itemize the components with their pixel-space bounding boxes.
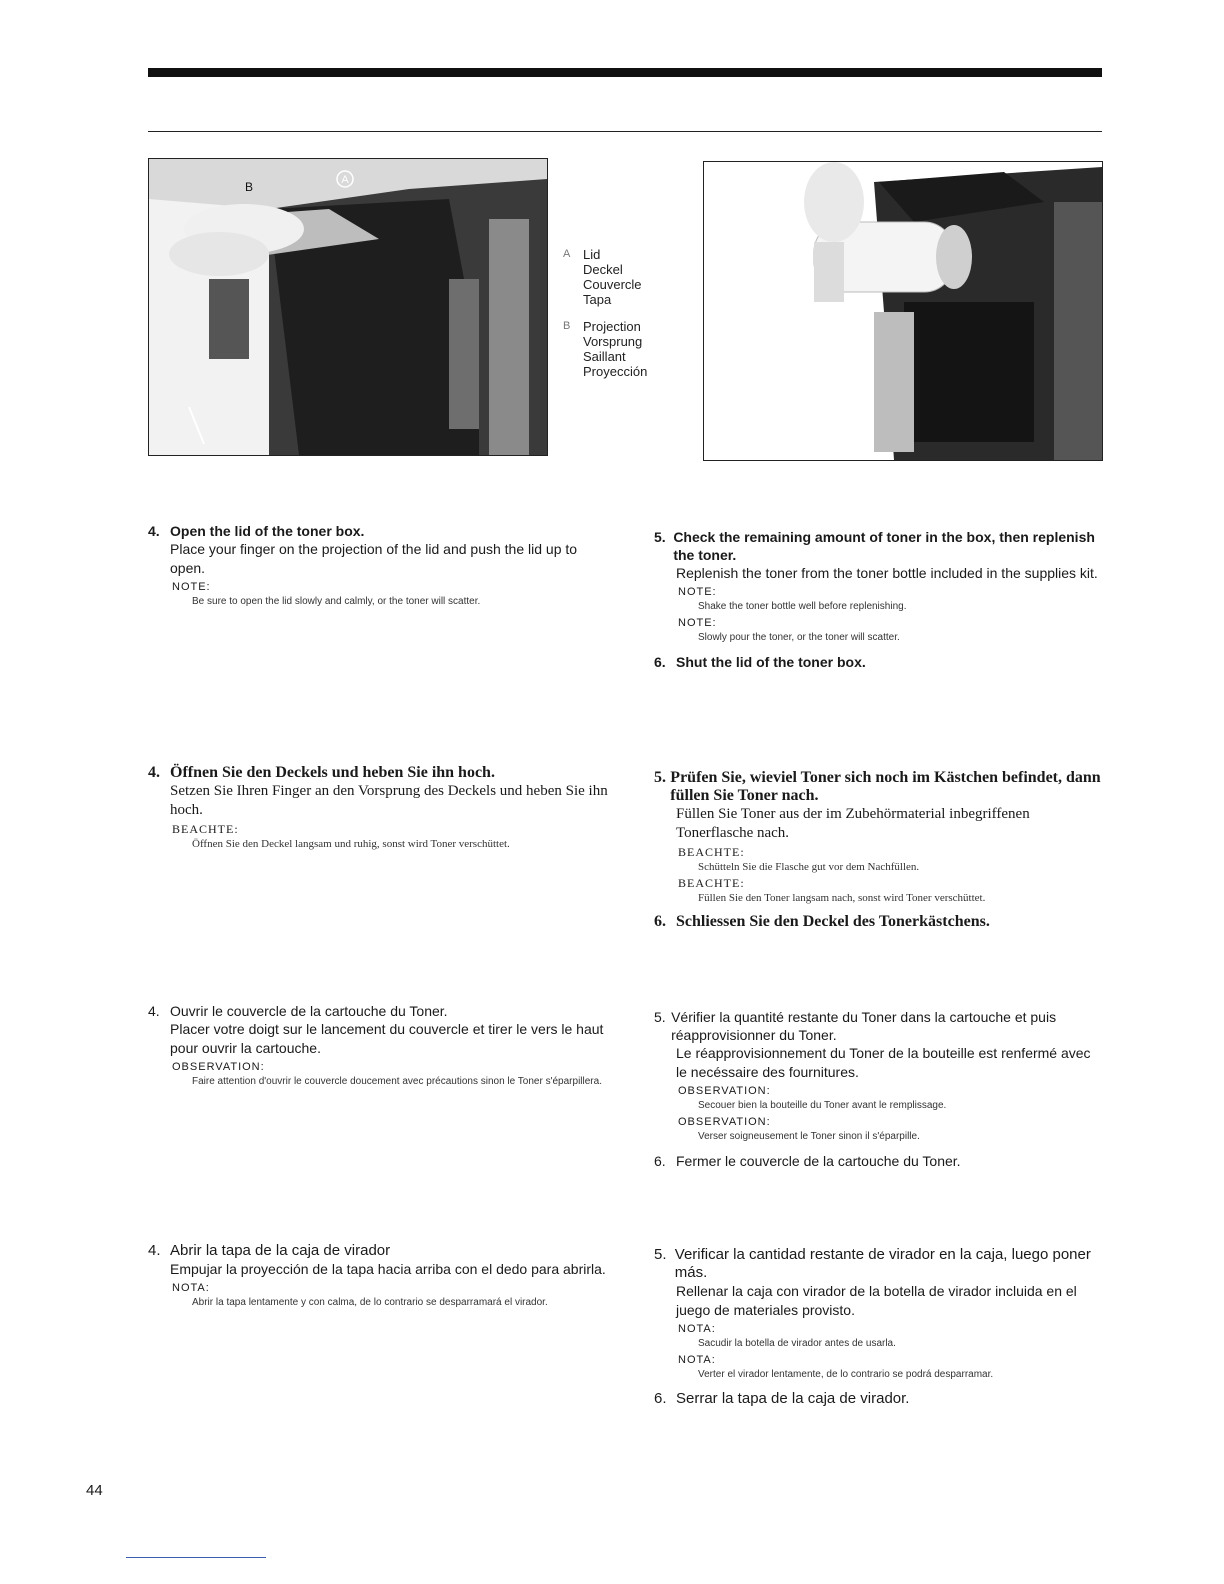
note-text: Secouer bien la bouteille du Toner avant le remplissage. bbox=[698, 1100, 947, 1111]
note-text: Schütteln Sie die Flasche gut vor dem Nachfüllen. bbox=[698, 861, 920, 873]
step-title: Öffnen Sie den Deckels und heben Sie ihn hoch. bbox=[170, 764, 495, 781]
note-label: OBSERVATION: bbox=[678, 1085, 771, 1097]
step-number: 6. bbox=[654, 1153, 666, 1169]
section-en-step6 bbox=[654, 653, 1102, 671]
step-body: Place your finger on the projection of the lid and push the lid up to open. bbox=[170, 541, 578, 576]
page-number: 44 bbox=[86, 1482, 103, 1499]
legend-label: Projection bbox=[583, 319, 641, 334]
callout-b: B bbox=[244, 180, 254, 194]
note-text: Slowly pour the toner, or the toner will scatter. bbox=[698, 632, 900, 643]
step-title: Abrir la tapa de la caja de virador bbox=[170, 1242, 391, 1259]
step-title: Prüfen Sie, wieviel Toner sich noch im Kästchen befindet, dann füllen Sie Toner nach. bbox=[670, 769, 1101, 804]
step-number: 5. bbox=[654, 1009, 666, 1025]
step-body: Füllen Sie Toner aus der im Zubehörmaterial inbegriffenen Tonerflasche nach. bbox=[676, 806, 1030, 841]
step-title: Fermer le couvercle de la cartouche du Toner. bbox=[676, 1153, 961, 1169]
note-label: OBSERVATION: bbox=[678, 1116, 771, 1128]
note-label: BEACHTE: bbox=[678, 876, 745, 890]
step-number: 4. bbox=[148, 523, 160, 539]
step-title: Schliessen Sie den Deckel des Tonerkästchens. bbox=[676, 913, 990, 930]
footer-rule bbox=[126, 1557, 266, 1558]
step-number: 5. bbox=[654, 529, 666, 545]
step-body: Empujar la proyección de la tapa hacia arriba con el dedo para abrirla. bbox=[170, 1261, 606, 1277]
legend-label: Tapa bbox=[583, 292, 612, 307]
note-label: OBSERVATION: bbox=[172, 1061, 265, 1073]
legend-item-projection bbox=[563, 319, 647, 379]
note-label: NOTA: bbox=[678, 1323, 716, 1335]
step-title: Ouvrir le couvercle de la cartouche du Toner. bbox=[170, 1003, 448, 1019]
step-title: Open the lid of the toner box. bbox=[170, 523, 365, 539]
legend-marker-a: A bbox=[563, 248, 571, 260]
step-body: Placer votre doigt sur le lancement du couvercle et tirer le vers le haut pour ouvrir la cartouche. bbox=[170, 1021, 604, 1056]
section-es-step6 bbox=[654, 1390, 1102, 1408]
step-body: Le réapprovisionnement du Toner de la bouteille est renfermé avec le necéssaire des fournitures. bbox=[676, 1045, 1091, 1080]
callout-a: A bbox=[341, 174, 349, 186]
legend-label: Proyección bbox=[583, 364, 648, 379]
note-label: NOTA: bbox=[172, 1282, 210, 1294]
section-fr-step5 bbox=[654, 1008, 1102, 1170]
legend-label: Couvercle bbox=[583, 277, 642, 292]
section-en-step4 bbox=[148, 522, 608, 609]
step-title: Verificar la cantidad restante de virador en la caja, luego poner más. bbox=[674, 1246, 1091, 1281]
legend-label: Deckel bbox=[583, 262, 623, 277]
note-text: Füllen Sie den Toner langsam nach, sonst wird Toner verschüttet. bbox=[698, 892, 986, 904]
section-de-step4 bbox=[148, 764, 608, 851]
note-label: NOTE: bbox=[172, 581, 211, 593]
step-title: Serrar la tapa de la caja de virador. bbox=[676, 1390, 910, 1407]
step-title: Shut the lid of the toner box. bbox=[676, 654, 866, 670]
note-label: NOTA: bbox=[678, 1354, 716, 1366]
photo-legend bbox=[563, 247, 647, 388]
section-es-step4 bbox=[148, 1242, 608, 1310]
photo-replenish-toner bbox=[703, 161, 1103, 461]
photo-open-lid bbox=[148, 158, 548, 456]
legend-label: Vorsprung bbox=[583, 334, 643, 349]
step-body: Replenish the toner from the toner bottle included in the supplies kit. bbox=[676, 565, 1098, 581]
note-text: Verser soigneusement le Toner sinon il s'éparpille. bbox=[698, 1131, 920, 1142]
legend-marker-b: B bbox=[563, 320, 571, 332]
note-label: NOTE: bbox=[678, 586, 717, 598]
legend-label: Lid bbox=[583, 247, 601, 262]
step-number: 4. bbox=[148, 1003, 160, 1019]
section-es-step5 bbox=[654, 1246, 1102, 1408]
legend-item-lid bbox=[563, 247, 647, 307]
note-text: Abrir la tapa lentamente y con calma, de lo contrario se desparramará el virador. bbox=[192, 1297, 548, 1308]
step-title: Vérifier la quantité restante du Toner dans la cartouche et puis réapprovisionner du Toner. bbox=[671, 1009, 1057, 1043]
legend-label: Saillant bbox=[583, 349, 626, 364]
section-de-step6 bbox=[654, 913, 1102, 931]
note-label: BEACHTE: bbox=[172, 822, 239, 836]
step-number: 6. bbox=[654, 654, 666, 670]
step-number: 6. bbox=[654, 1390, 667, 1407]
step-body: Rellenar la caja con virador de la botella de virador incluida en el juego de materiales provisto. bbox=[676, 1283, 1077, 1318]
header-rule-thin bbox=[148, 131, 1102, 132]
step-number: 4. bbox=[148, 1242, 161, 1259]
photo-open-lid-illustration bbox=[149, 159, 547, 455]
header-rule-thick bbox=[148, 68, 1102, 77]
note-text: Öffnen Sie den Deckel langsam und ruhig, sonst wird Toner verschüttet. bbox=[192, 838, 510, 850]
note-label: BEACHTE: bbox=[678, 845, 745, 859]
note-text: Verter el virador lentamente, de lo contrario se podrá desparramar. bbox=[698, 1369, 994, 1380]
step-number: 5. bbox=[654, 1246, 667, 1263]
photo-replenish-illustration bbox=[704, 162, 1102, 460]
note-text: Shake the toner bottle well before replenishing. bbox=[698, 601, 907, 612]
note-label: NOTE: bbox=[678, 617, 717, 629]
step-title: Check the remaining amount of toner in the box, then replenish the toner. bbox=[673, 529, 1095, 563]
step-number: 4. bbox=[148, 764, 160, 781]
section-de-step5 bbox=[654, 769, 1102, 931]
step-number: 6. bbox=[654, 913, 666, 930]
note-text: Faire attention d'ouvrir le couvercle doucement avec précautions sinon le Toner s'éparpillera. bbox=[192, 1076, 602, 1087]
step-number: 5. bbox=[654, 769, 666, 786]
step-body: Setzen Sie Ihren Finger an den Vorsprung des Deckels und heben Sie ihn hoch. bbox=[170, 783, 608, 818]
section-fr-step4 bbox=[148, 1002, 608, 1089]
note-text: Be sure to open the lid slowly and calmly, or the toner will scatter. bbox=[192, 596, 481, 607]
section-en-step5 bbox=[654, 528, 1102, 671]
section-fr-step6 bbox=[654, 1152, 1102, 1170]
note-text: Sacudir la botella de virador antes de usarla. bbox=[698, 1338, 896, 1349]
